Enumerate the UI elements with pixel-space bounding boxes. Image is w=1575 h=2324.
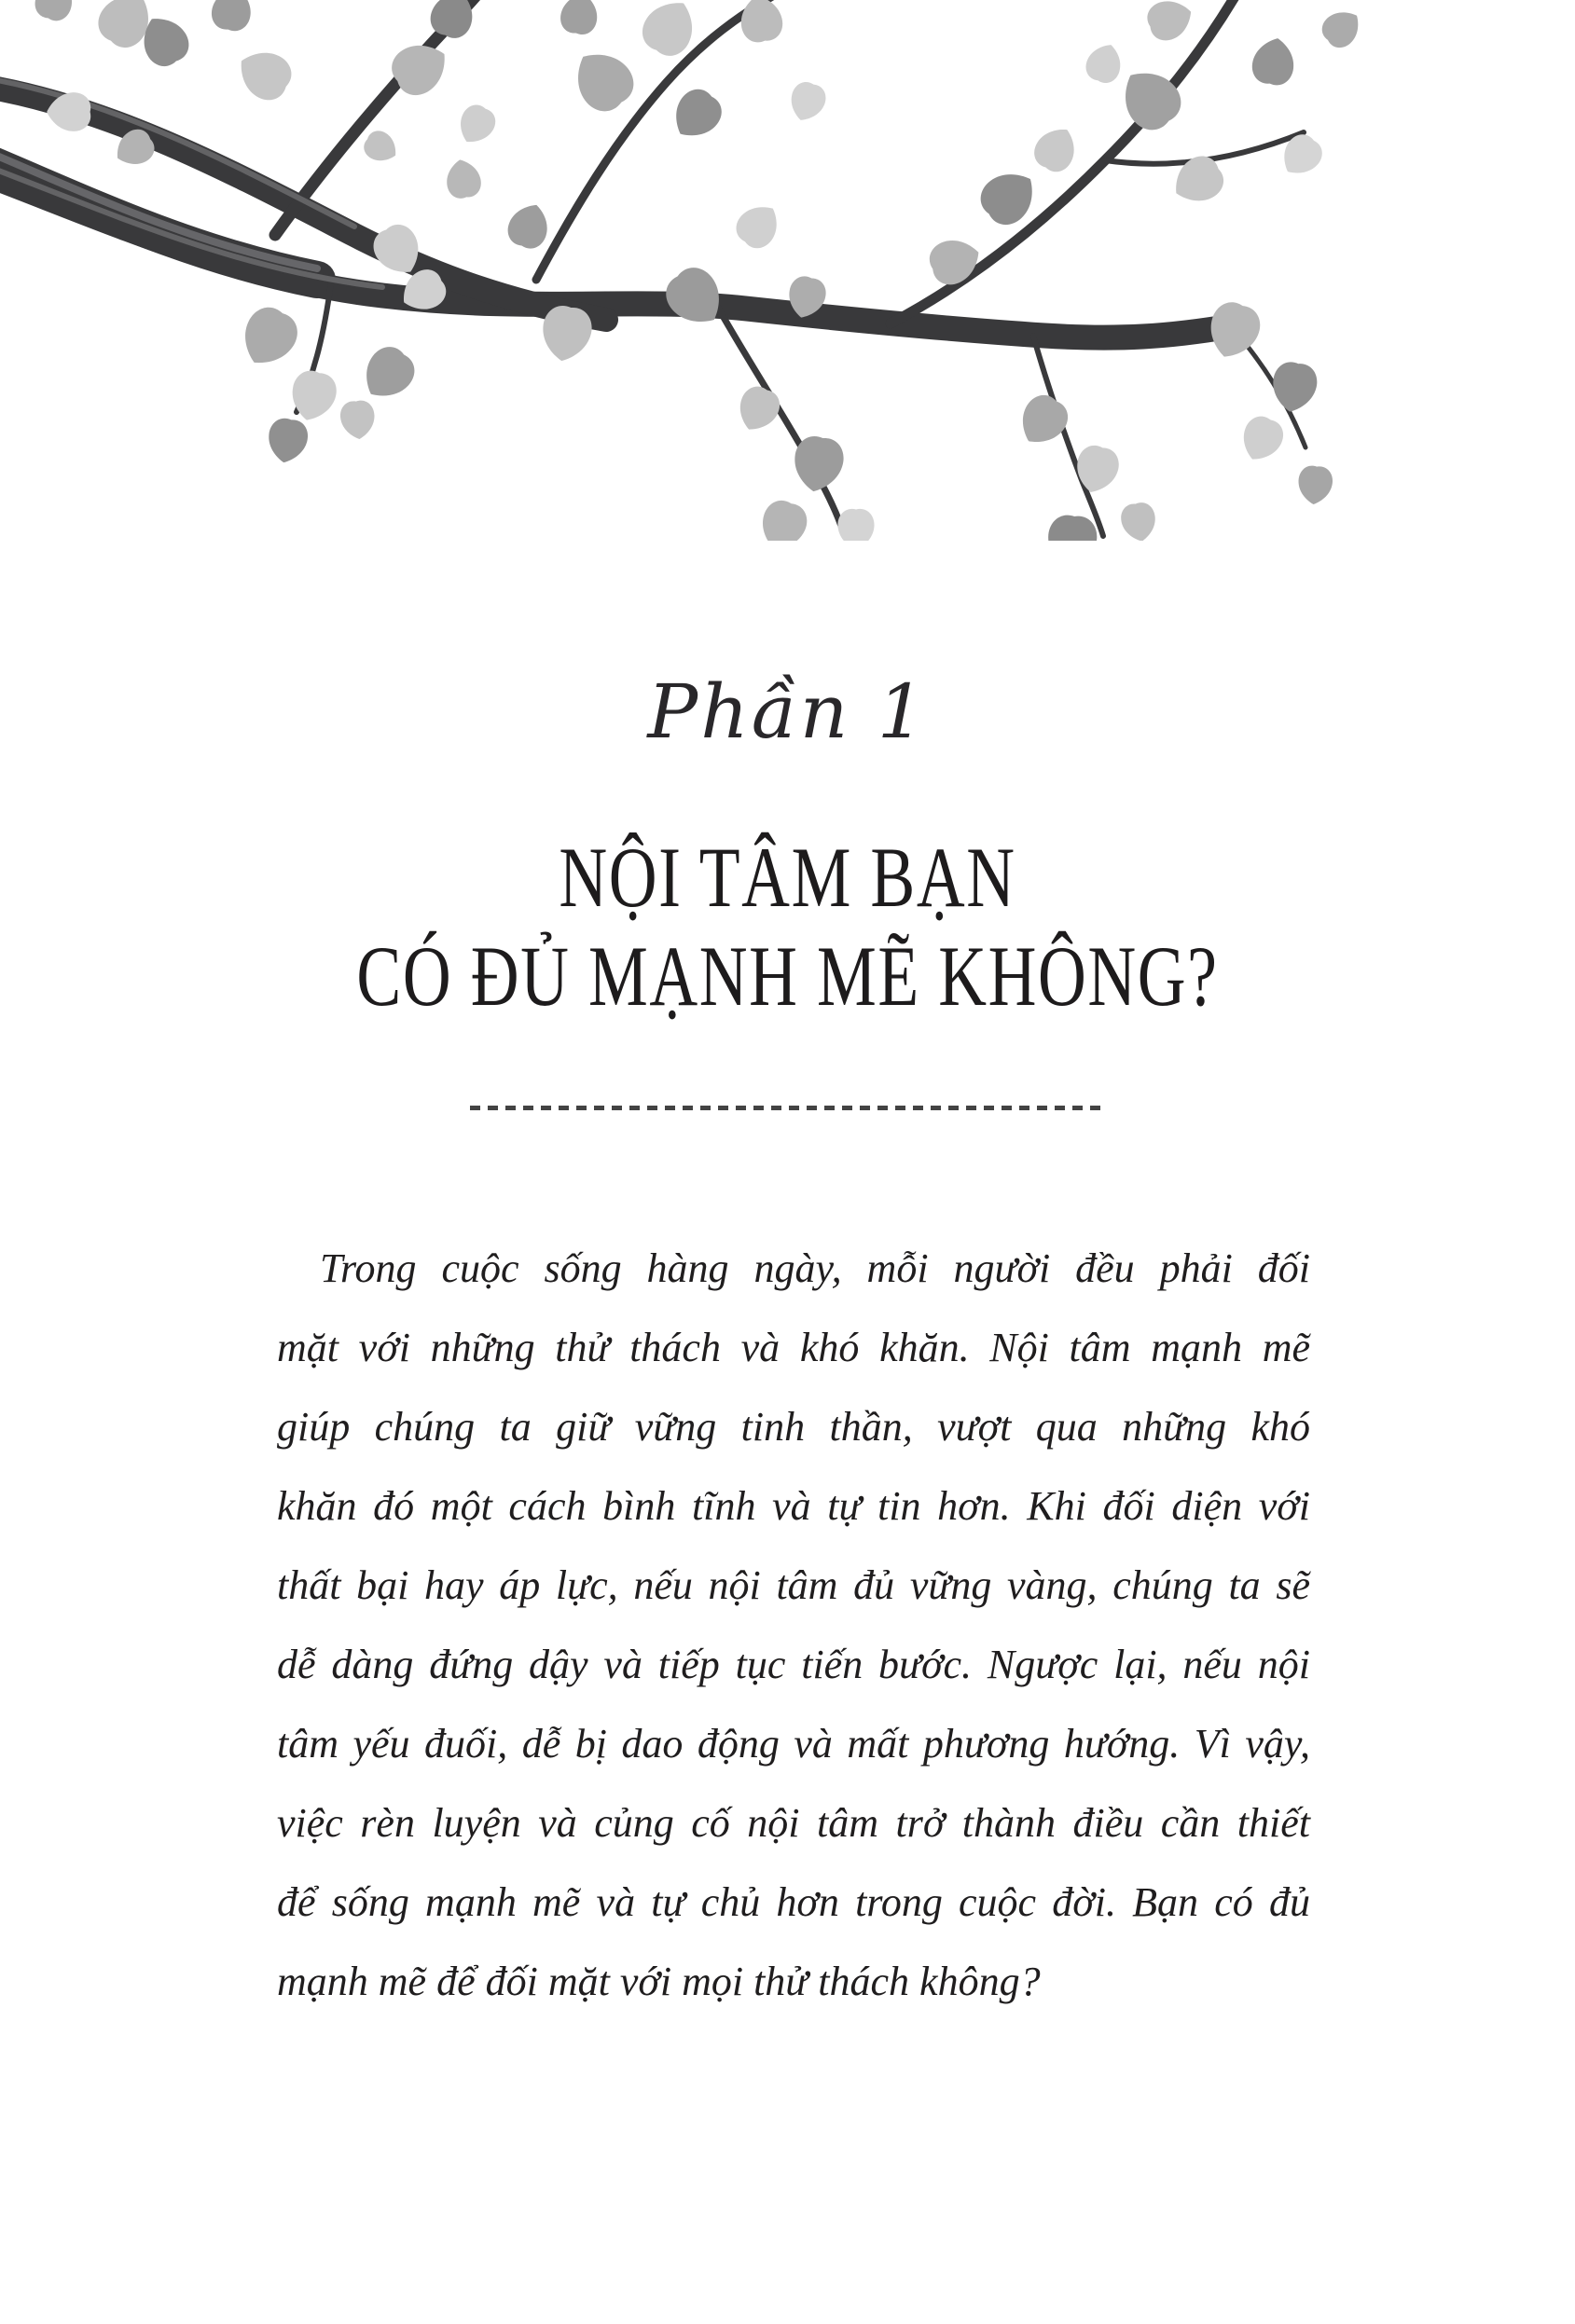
chapter-title-line2: CÓ ĐỦ MẠNH MẼ KHÔNG? [356,928,1219,1024]
body-line: mạnh mẽ để đối mặt với mọi thử thách không? [277,1959,1041,2004]
chapter-title [173,828,1402,1025]
body-line: để sống mạnh mẽ và tự chủ hơn trong cuộc đời. Bạn có đủ [277,1879,1310,1925]
dashed-divider [470,1106,1106,1110]
branch-leaves-illustration [0,0,1575,541]
body-line: mặt với những thử thách và khó khăn. Nội tâm mạnh mẽ [277,1325,1310,1370]
body-line: khăn đó một cách bình tĩnh và tự tin hơn. Khi đối diện với [277,1483,1310,1529]
part-label: Phần 1 [647,668,928,755]
body-line: việc rèn luyện và củng cố nội tâm trở thành điều cần thiết [277,1800,1310,1846]
body-line: tâm yếu đuối, dễ bị dao động và mất phương hướng. Vì vậy, [277,1721,1310,1767]
body-line: Trong cuộc sống hàng ngày, mỗi người đều phải đối [320,1245,1310,1291]
body-line: giúp chúng ta giữ vững tinh thần, vượt qua những khó [277,1404,1310,1450]
body-paragraph [277,1229,1310,2021]
body-line: dễ dàng đứng dậy và tiếp tục tiến bước. Ngược lại, nếu nội [277,1642,1310,1687]
body-line: thất bại hay áp lực, nếu nội tâm đủ vững vàng, chúng ta sẽ [277,1562,1310,1608]
chapter-title-line1: NỘI TÂM BẠN [559,830,1016,925]
